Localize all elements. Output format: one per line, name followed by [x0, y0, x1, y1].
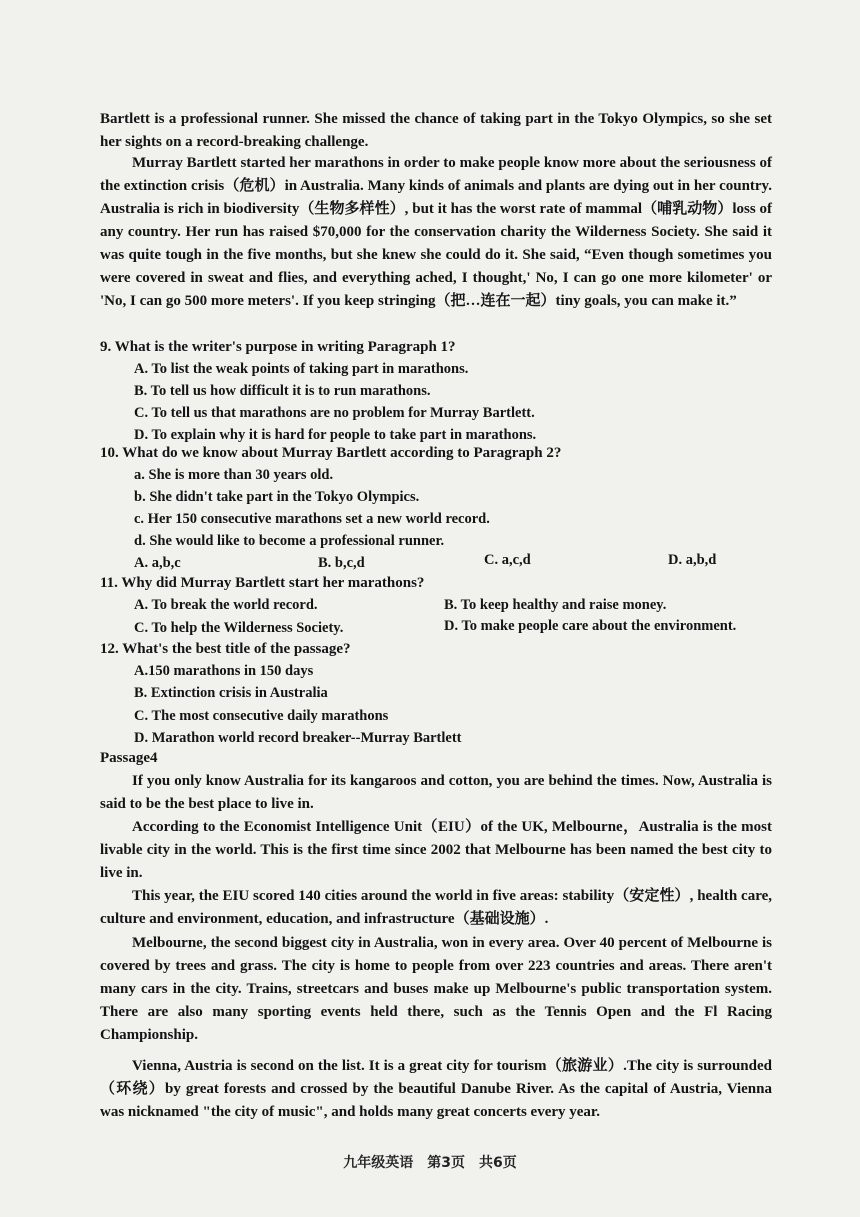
question-11-stem: 11. Why did Murray Bartlett start her marathons? [100, 575, 425, 591]
question-10-option-b: B. b,c,d [318, 555, 365, 571]
question-12-option-c: C. The most consecutive daily marathons [134, 708, 389, 724]
question-9-option-a: A. To list the weak points of taking part in marathons. [134, 361, 469, 377]
passage-4-paragraph-2: According to the Economist Intelligence Unit（EIU）of the UK, Melbourne，Australia is the most livable city in the world. This is the first time since 2002 that Melbourne has been named the best city to live in. [100, 819, 772, 881]
question-10-stem: 10. What do we know about Murray Bartlett according to Paragraph 2? [100, 445, 562, 461]
passage-4-paragraph-3: This year, the EIU scored 140 cities around the world in five areas: stability（安定性）, health care, culture and environment, education, and infrastructure（基础设施）. [100, 888, 772, 927]
question-9-option-c: C. To tell us that marathons are no problem for Murray Bartlett. [134, 405, 535, 421]
passage-4-paragraph-5: Vienna, Austria is second on the list. It is a great city for tourism（旅游业）.The city is surrounded（环绕）by great forests and crossed by the beautiful Danube River. As the capital of Austria, Vienna was nicknamed "the city of music", and holds many great concerts every year. [100, 1058, 772, 1120]
passage-4-paragraph-4: Melbourne, the second biggest city in Australia, won in every area. Over 40 percent of Melbourne is covered by trees and grass. The city is home to people from over 223 countries and areas. There aren't many cars in the city. Trains, streetcars and buses make up Melbourne's public transportation system. There are also many sporting events held there, such as the Tennis Open and the Fl Racing Championship. [100, 935, 772, 1043]
question-12-option-d: D. Marathon world record breaker--Murray Bartlett [134, 730, 462, 746]
question-10-option-d: D. a,b,d [668, 552, 717, 568]
question-12-option-b: B. Extinction crisis in Australia [134, 685, 328, 701]
question-12-stem: 12. What's the best title of the passage? [100, 641, 351, 657]
question-10-statement-a: a. She is more than 30 years old. [134, 467, 334, 483]
question-9-stem: 9. What is the writer's purpose in writing Paragraph 1? [100, 339, 456, 355]
passage-4-paragraph-1: If you only know Australia for its kangaroos and cotton, you are behind the times. Now, Australia is said to be the best place to live in. [100, 773, 772, 812]
question-10-option-c: C. a,c,d [484, 552, 531, 568]
question-11-option-c: C. To help the Wilderness Society. [134, 620, 344, 636]
question-11-option-b: B. To keep healthy and raise money. [444, 597, 667, 613]
question-10-statement-b: b. She didn't take part in the Tokyo Olympics. [134, 489, 420, 505]
question-11-option-a: A. To break the world record. [134, 597, 318, 613]
intro-paragraph-2: Murray Bartlett started her marathons in order to make people know more about the seriousness of the extinction crisis（危机）in Australia. Many kinds of animals and plants are dying out in her country. Australia is rich in biodiversity（生物多样性）, but it has the worst rate of mammal（哺乳动物）loss of any country. Her run has raised $70,000 for the conservation charity the Wilderness Society. She said it was quite tough in the five months, but she knew she could do it. She said, “Even though sometimes you were covered in sweat and flies, and everything ached, I thought,' No, I can go one more kilometer' or 'No, I can go 500 more meters'. If you keep stringing（把…连在一起）tiny goals, you can make it.” [100, 155, 772, 309]
question-11-option-d: D. To make people care about the environment. [444, 618, 737, 634]
question-9-option-d: D. To explain why it is hard for people to take part in marathons. [134, 427, 537, 443]
intro-paragraph-1: Bartlett is a professional runner. She missed the chance of taking part in the Tokyo Olympics, so she set her sights on a record-breaking challenge. [100, 111, 772, 150]
question-10-statement-c: c. Her 150 consecutive marathons set a new world record. [134, 511, 490, 527]
question-12-option-a: A.150 marathons in 150 days [134, 663, 314, 679]
question-10-option-a: A. a,b,c [134, 555, 181, 571]
passage-4-heading: Passage4 [100, 750, 158, 766]
question-10-statement-d: d. She would like to become a professional runner. [134, 533, 445, 549]
question-9-option-b: B. To tell us how difficult it is to run marathons. [134, 383, 431, 399]
page-footer: 九年级英语 第3页 共6页 [343, 1155, 517, 1171]
